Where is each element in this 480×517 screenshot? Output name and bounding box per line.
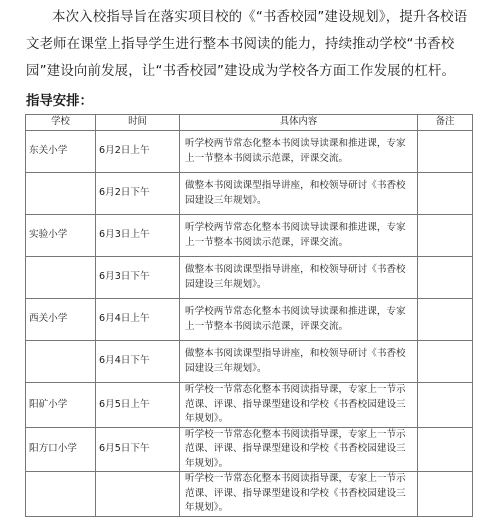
cell-note xyxy=(418,131,473,173)
cell-note xyxy=(418,341,473,383)
cell-time: 6月5日下午 xyxy=(96,427,180,472)
table-row xyxy=(26,173,473,215)
cell-note xyxy=(418,257,473,299)
cell-school: 西关小学 xyxy=(26,299,96,341)
cell-content: 做整本书阅读课型指导讲座，和校领导研讨《书香校园建设三年规划》。 xyxy=(180,341,418,383)
cell-content: 听学校一节常态化整本书阅读指导课，专家上一节示范课、评课、指导课型建设和学校《书香校园建设三年规划》。 xyxy=(180,427,418,472)
header-content: 具体内容 xyxy=(180,115,418,131)
cell-school: 阳方口小学 xyxy=(26,427,96,472)
table-row xyxy=(26,472,473,517)
cell-time: 6月2日下午 xyxy=(96,173,180,215)
section-heading: 指导安排： xyxy=(26,94,93,109)
cell-note xyxy=(418,215,473,257)
table-header-row xyxy=(26,115,473,131)
cell-time: 6月2日上午 xyxy=(96,131,180,173)
cell-school: 东关小学 xyxy=(26,131,96,173)
header-note: 备注 xyxy=(418,115,473,131)
cell-time: 6月3日上午 xyxy=(96,215,180,257)
cell-content: 听学校一节常态化整本书阅读指导课，专家上一节示范课、评课、指导课型建设和学校《书香校园建设三年规划》。 xyxy=(180,383,418,428)
cell-note xyxy=(418,383,473,428)
cell-school xyxy=(26,341,96,383)
cell-school: 阳矿小学 xyxy=(26,383,96,428)
table-row xyxy=(26,215,473,257)
table-row xyxy=(26,383,473,428)
cell-content: 听学校一节常态化整本书阅读指导课，专家上一节示范课、评课、指导课型建设和学校《书香校园建设三年规划》。 xyxy=(180,472,418,517)
cell-note xyxy=(418,472,473,517)
cell-note xyxy=(418,173,473,215)
header-school: 学校 xyxy=(26,115,96,131)
table-row xyxy=(26,341,473,383)
cell-time: 6月5日上午 xyxy=(96,383,180,428)
cell-time xyxy=(96,472,180,517)
cell-content: 听学校两节常态化整本书阅读导读课和推进课，专家上一节整本书阅读示范课，评课交流。 xyxy=(180,215,418,257)
table-row xyxy=(26,131,473,173)
header-time: 时间 xyxy=(96,115,180,131)
cell-note xyxy=(418,427,473,472)
cell-school xyxy=(26,257,96,299)
cell-school: 实验小学 xyxy=(26,215,96,257)
cell-content: 听学校两节常态化整本书阅读导读课和推进课，专家上一节整本书阅读示范课，评课交流。 xyxy=(180,131,418,173)
intro-text: 本次入校指导旨在落实项目校的《“书香校园”建设规划》，提升各校语文老师在课堂上指导学生进行整本书阅读的能力，持续推动学校“书香校园”建设向前发展，让“书香校园”建设成为学校各方面工作发展的杠杆。 xyxy=(26,10,468,79)
schedule-table xyxy=(25,114,473,517)
cell-content: 做整本书阅读课型指导讲座，和校领导研讨《书香校园建设三年规划》。 xyxy=(180,257,418,299)
cell-school xyxy=(26,472,96,517)
cell-content: 听学校两节常态化整本书阅读导读课和推进课，专家上一节整本书阅读示范课，评课交流。 xyxy=(180,299,418,341)
table-row xyxy=(26,257,473,299)
table-row xyxy=(26,299,473,341)
cell-note xyxy=(418,299,473,341)
cell-time: 6月4日上午 xyxy=(96,299,180,341)
table-row xyxy=(26,427,473,472)
intro-paragraph xyxy=(26,4,472,85)
cell-time: 6月3日下午 xyxy=(96,257,180,299)
cell-time: 6月4日下午 xyxy=(96,341,180,383)
cell-school xyxy=(26,173,96,215)
cell-content: 做整本书阅读课型指导讲座，和校领导研讨《书香校园建设三年规划》。 xyxy=(180,173,418,215)
